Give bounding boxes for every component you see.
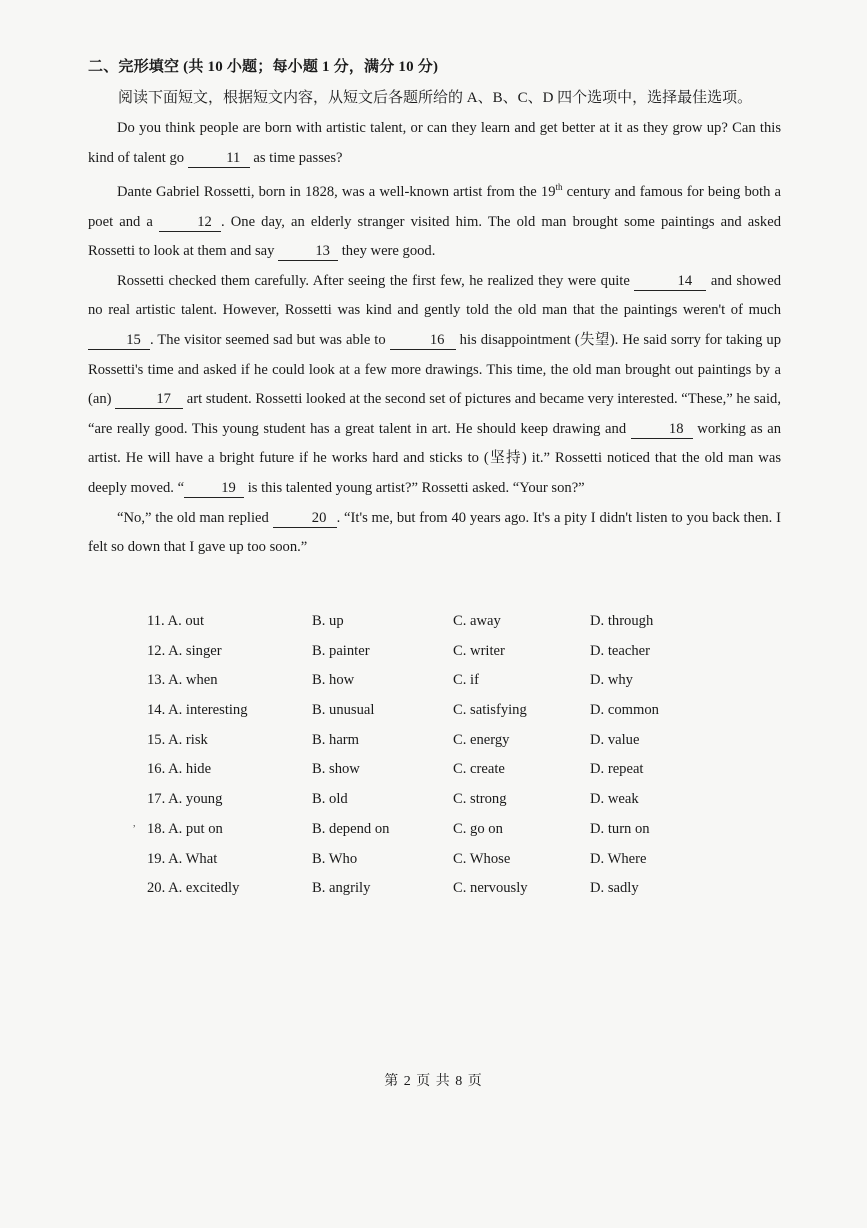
text: and showed no real artistic talent. However, Rossetti was kind and gently told the old man that the paintings weren't of much (88, 272, 781, 319)
option-c[interactable]: C. energy (453, 731, 510, 748)
question-row (147, 791, 707, 821)
option-a[interactable]: 20. A. excitedly (147, 880, 240, 897)
text: working as an artist. He will have a bright future if he works hard and sticks to (坚持) it.” Rossetti noticed that the old man was deeply moved. “ (88, 420, 781, 496)
paragraph-3 (88, 267, 781, 504)
option-b[interactable]: B. old (312, 791, 348, 808)
option-c[interactable]: C. if (453, 672, 479, 689)
text: “No,” the old man replied (117, 509, 273, 526)
question-row (147, 732, 707, 762)
option-a[interactable]: 18. A. put on (147, 820, 223, 837)
text: as time passes? (249, 149, 343, 166)
option-d[interactable]: D. through (590, 613, 654, 629)
question-row (147, 761, 707, 791)
option-a[interactable]: 16. A. hide (147, 761, 212, 778)
blank-13[interactable]: 13 (278, 243, 338, 261)
option-b[interactable]: B. up (312, 613, 344, 629)
question-row (147, 821, 707, 851)
paragraph-2 (88, 173, 781, 267)
blank-20[interactable]: 20 (273, 510, 337, 528)
question-row (147, 613, 707, 643)
option-a[interactable]: 14. A. interesting (147, 702, 248, 719)
option-a[interactable]: 19. A. What (147, 850, 218, 867)
paragraph-4 (88, 504, 781, 563)
superscript: th (555, 182, 563, 193)
blank-16[interactable]: 16 (390, 332, 456, 350)
option-d[interactable]: D. weak (590, 791, 639, 808)
text: . One day, an elderly stranger visited him. The old man brought some paintings and asked Rossetti to look at them and say (88, 213, 781, 260)
blank-15[interactable]: 15 (88, 332, 150, 350)
text: his disappointment (失望). He said sorry for taking up Rossetti's time and asked if he could look at a few more drawings. This time, the old man brought out paintings by a (an) (88, 332, 782, 408)
option-a[interactable]: 13. A. when (147, 672, 218, 689)
text: . “It's me, but from 40 years ago. It's a pity I didn't listen to you back then. I felt so down that I gave up too soon.” (88, 509, 781, 556)
section-title: 二、完形填空 (共 10 小题；每小题 1 分，满分 10 分) (88, 59, 439, 75)
page-number: 第 2 页 共 8 页 (384, 1074, 483, 1089)
text: art student. Rossetti looked at the second set of pictures and became very interested. “These,” he said, “are really good. This young student has a great talent in art. He should keep drawing and (88, 391, 781, 437)
option-a[interactable]: 12. A. singer (147, 642, 222, 659)
option-b[interactable]: B. unusual (312, 702, 375, 719)
option-b[interactable]: B. show (312, 761, 360, 778)
option-b[interactable]: B. Who (312, 850, 358, 867)
text: they were good. (338, 243, 436, 260)
blank-18[interactable]: 18 (631, 421, 693, 439)
option-b[interactable]: B. depend on (312, 820, 390, 837)
instructions: 阅读下面短文，根据短文内容，从短文后各题所给的 A、B、C、D 四个选项中，选择最佳选项。 (118, 90, 753, 106)
option-b[interactable]: B. angrily (312, 880, 371, 897)
option-a[interactable]: 11. A. out (147, 613, 205, 629)
option-d[interactable]: D. Where (590, 850, 647, 867)
option-c[interactable]: C. create (453, 761, 505, 778)
option-d[interactable]: D. teacher (590, 642, 650, 659)
option-d[interactable]: D. sadly (590, 880, 639, 897)
option-c[interactable]: C. nervously (453, 880, 528, 897)
text: Dante Gabriel Rossetti, born in 1828, was a well-known artist from the 19 (117, 184, 556, 201)
option-a[interactable]: 15. A. risk (147, 731, 208, 748)
text: Do you think people are born with artistic talent, or can they learn and get better at it as they grow up? Can this kind of talent go (88, 120, 781, 166)
option-b[interactable]: B. how (312, 672, 355, 689)
option-c[interactable]: C. writer (453, 642, 505, 659)
question-row (147, 643, 707, 673)
options-list (147, 613, 707, 910)
option-a[interactable]: 17. A. young (147, 791, 223, 808)
option-d[interactable]: D. why (590, 672, 633, 689)
option-c[interactable]: C. go on (453, 820, 503, 837)
blank-12[interactable]: 12 (159, 214, 221, 232)
text: . The visitor seemed sad but was able to (150, 332, 390, 349)
blank-14[interactable]: 14 (634, 273, 706, 291)
option-d[interactable]: D. value (590, 731, 640, 748)
option-c[interactable]: C. strong (453, 791, 507, 808)
question-row (147, 702, 707, 732)
stray-mark: , (133, 818, 136, 829)
text: century and famous for being both a poet and a (88, 184, 781, 230)
blank-17[interactable]: 17 (115, 391, 183, 409)
option-d[interactable]: D. repeat (590, 761, 644, 778)
option-b[interactable]: B. harm (312, 731, 360, 748)
blank-19[interactable]: 19 (184, 480, 244, 498)
text: Rossetti checked them carefully. After seeing the first few, he realized they were quite (117, 272, 635, 289)
question-row (147, 880, 707, 910)
option-c[interactable]: C. Whose (453, 850, 511, 867)
text: is this talented young artist?” Rossetti asked. “Your son?” (244, 479, 585, 496)
question-row (147, 851, 707, 881)
blank-11[interactable]: 11 (188, 150, 250, 168)
question-row (147, 672, 707, 702)
option-d[interactable]: D. turn on (590, 820, 650, 837)
paragraph-1 (88, 114, 781, 173)
option-c[interactable]: C. satisfying (453, 702, 527, 719)
option-c[interactable]: C. away (453, 613, 501, 629)
cloze-passage (88, 114, 781, 563)
option-d[interactable]: D. common (590, 702, 659, 719)
option-b[interactable]: B. painter (312, 642, 370, 659)
